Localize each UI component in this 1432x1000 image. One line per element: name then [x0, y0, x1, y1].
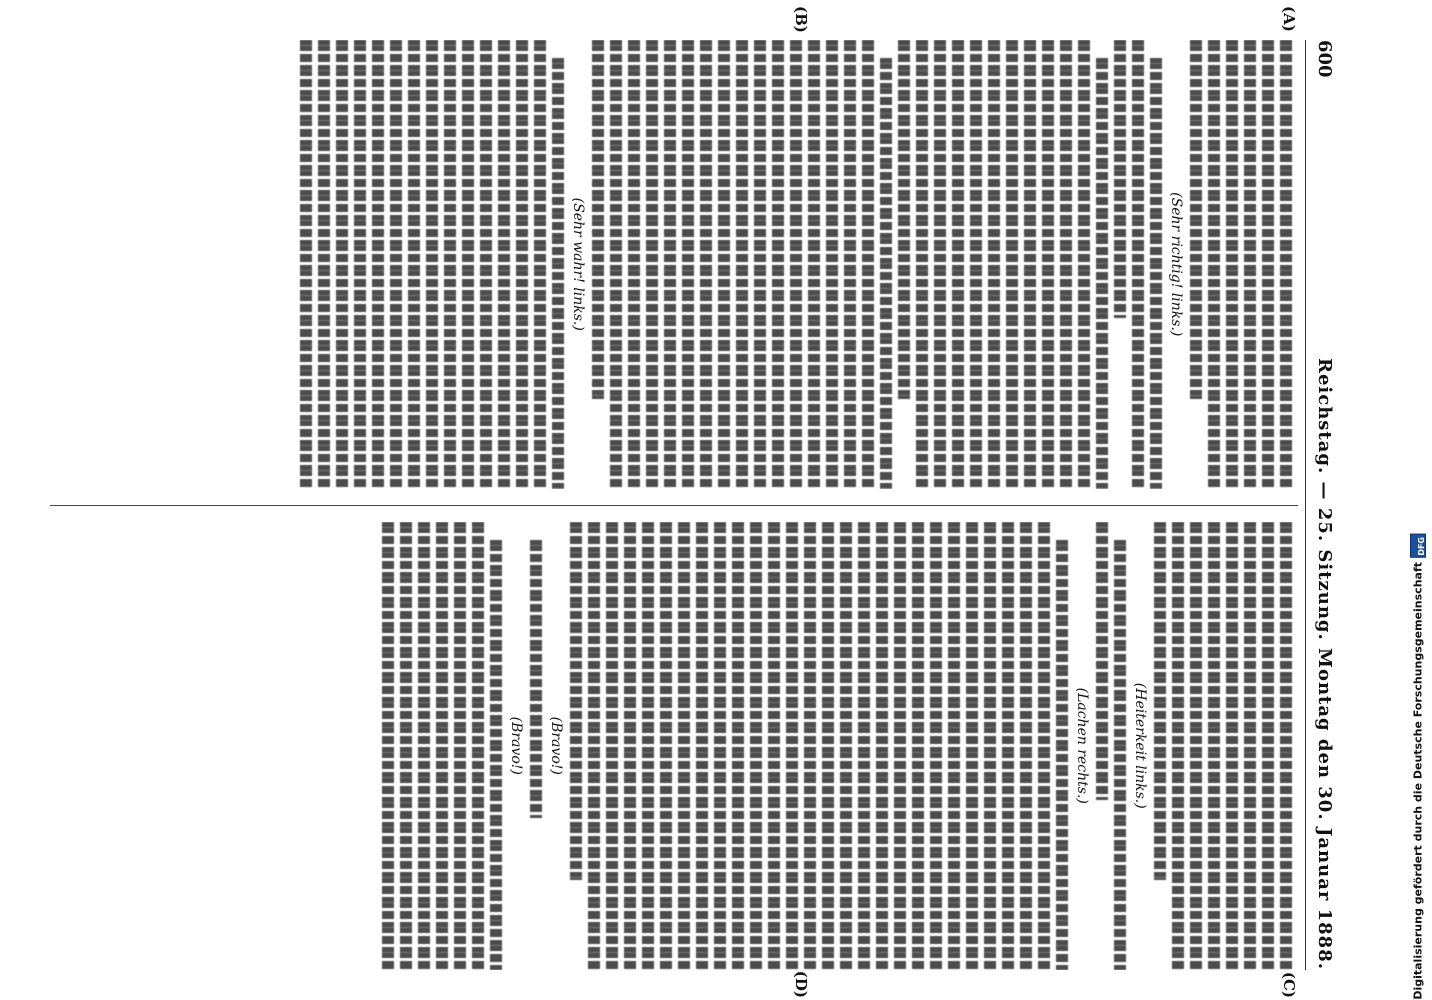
- note-left-1: (Sehr richtig! links.): [1168, 192, 1184, 337]
- page-title: Reichstag. — 25. Sitzung. Montag den 30. Januar 1888.: [1314, 358, 1336, 970]
- note-right-2: (Lachen rechts.): [1074, 687, 1090, 804]
- text-columns: [50, 40, 1298, 970]
- note-left-2: (Sehr wahr! links.): [570, 197, 586, 331]
- right-column: [50, 522, 1298, 971]
- watermark-text: Digitalisierung gefördert durch die Deutsche Forschungsgemeinschaft: [1411, 562, 1425, 1000]
- digitization-watermark: [1406, 0, 1430, 1000]
- dfg-logo-icon: DFG: [1410, 534, 1426, 558]
- margin-letter-a: (A): [1280, 6, 1298, 32]
- page-number: 600: [1314, 40, 1336, 78]
- margin-letter-b: (B): [792, 6, 810, 33]
- column-divider: [50, 505, 1298, 506]
- page-header: [1305, 40, 1340, 970]
- margin-letter-c: (C): [1280, 971, 1298, 998]
- margin-letter-d: (D): [792, 970, 810, 998]
- note-right-3: (Bravo!): [548, 716, 564, 775]
- note-right-4: (Bravo!): [508, 716, 524, 775]
- left-column: [50, 40, 1298, 489]
- note-right-1: (Heiterkeit links.): [1132, 682, 1148, 809]
